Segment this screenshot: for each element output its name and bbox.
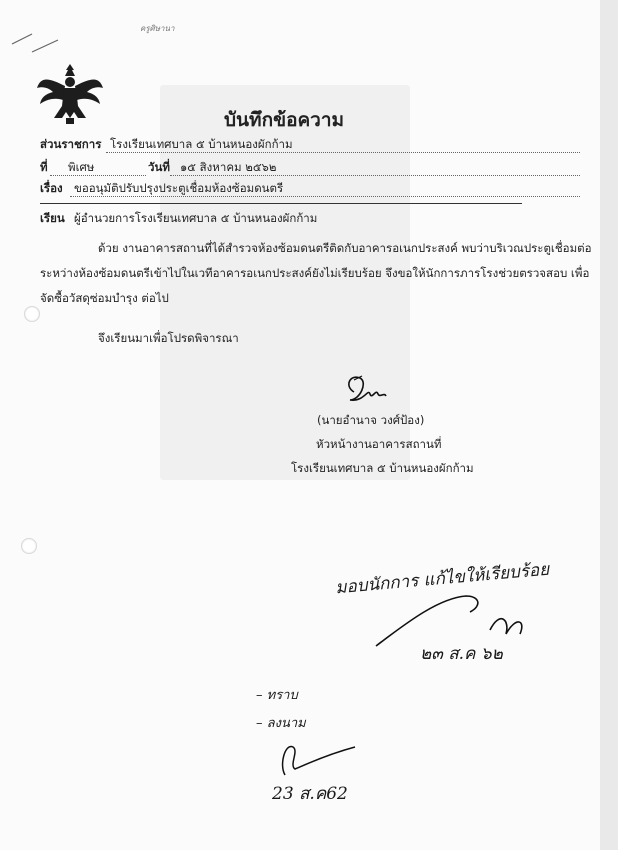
page-edge [600,0,618,850]
subject-label: เรื่อง [40,181,63,195]
ref-value: พิเศษ [68,160,95,174]
body-line-1: ด้วย งานอาคารสถานที่ได้สำรวจห้องซ้อมดนตรีติดกับอาคารอเนกประสงค์ พบว่าบริเวณประตูเชื่อมต่อ [98,241,592,255]
ref-label: ที่ [40,160,48,174]
subject-value: ขออนุมัติปรับปรุงประตูเชื่อมห้องซ้อมดนตรี [74,181,284,195]
signer-name: (นายอำนาจ วงศ์ป้อง) [317,413,425,427]
approval-date: ๒๓ ส.ค ๖๒ [420,644,503,664]
to-label: เรียน [40,211,65,225]
to-value: ผู้อำนวยการโรงเรียนเทศบาล ๕ บ้านหนองผักก้าม [74,211,318,225]
author-signature [340,372,400,412]
header-divider [40,203,522,204]
punch-hole-top [24,306,40,322]
subject-dotted-line [70,196,580,197]
body-line-2: ระหว่างห้องซ้อมดนตรีเข้าไปในเวทีอาคารอเนกประสงค์ยังไม่เรียบร้อย จึงขอให้นักการภารโรงช่วยตรวจสอบ เพื่อ [40,266,590,280]
date-dotted-line [170,175,580,176]
signer-school: โรงเรียนเทศบาล ๕ บ้านหนองผักก้าม [291,461,474,475]
garuda-emblem-icon [35,58,105,128]
dept-dotted-line [106,152,580,153]
handwritten-note-acknowledged: – ทราบ [256,688,298,703]
dept-value: โรงเรียนเทศบาล ๕ บ้านหนองผักก้าม [110,137,293,151]
date-value: ๑๕ สิงหาคม ๒๕๖๒ [180,160,277,174]
approval-note: มอบนักการ แก้ไขให้เรียบร้อย [334,559,550,599]
memo-title: บันทึกข้อความ [224,109,345,131]
handwritten-initials [275,735,365,785]
signer-position: หัวหน้างานอาคารสถานที่ [316,437,442,451]
ref-dotted-line [50,175,146,176]
top-handwritten-note: ครูศิษานา [140,24,175,33]
date-label: วันที่ [148,160,170,174]
body-line-3: จัดซื้อวัสดุซ่อมบำรุง ต่อไป [40,291,169,305]
dept-label: ส่วนราชการ [40,137,102,151]
closing-text: จึงเรียนมาเพื่อโปรดพิจารณา [98,331,239,345]
punch-hole-bottom [21,538,37,554]
bottom-date: 23 ส.ค62 [272,784,348,804]
handwritten-note-signed: – ลงนาม [256,716,306,731]
